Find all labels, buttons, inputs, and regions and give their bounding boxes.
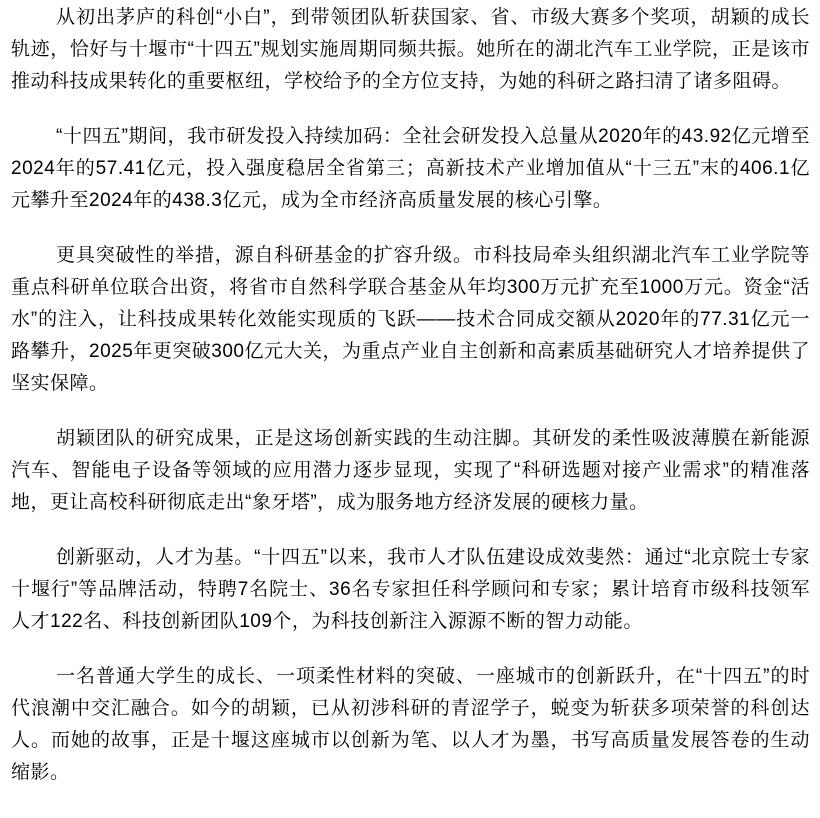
paragraph-talent-building: 创新驱动，人才为基。“十四五”以来，我市人才队伍建设成效斐然：通过“北京院士专家十堰行”等品牌活动，特聘7名院士、36名专家担任科学顾问和专家；累计培育市级科技领军人才122名、科技创新团队109个，为科技创新注入源源不断的智力动能。 — [11, 547, 810, 632]
paragraph-rd-investment: “十四五”期间，我市研发投入持续加码：全社会研发投入总量从2020年的43.92亿元增至2024年的57.41亿元，投入强度稳居全省第三；高新技术产业增加值从“十三五”末的406.1亿元攀升至2024年的438.3亿元，成为全市经济高质量发展的核心引擎。 — [11, 126, 810, 211]
paragraph-fund-expansion: 更具突破性的举措，源自科研基金的扩容升级。市科技局牵头组织湖北汽车工业学院等重点科研单位联合出资，将省市自然科学联合基金从年均300万元扩充至1000万元。资金“活水”的注入，让科技成果转化效能实现质的飞跃——技术合同成交额从2020年的77.31亿元一路攀升，2025年更突破300亿元大关，为重点产业自主创新和高素质基础研究人才培养提供了坚实保障。 — [11, 245, 810, 394]
paragraph-team-results: 胡颖团队的研究成果，正是这场创新实践的生动注脚。其研发的柔性吸波薄膜在新能源汽车、智能电子设备等领域的应用潜力逐步显现，实现了“科研选题对接产业需求”的精准落地，更让高校科研彻底走出“象牙塔”，成为服务地方经济发展的硬核力量。 — [11, 428, 810, 513]
paragraph-intro-growth: 从初出茅庐的科创“小白”，到带领团队斩获国家、省、市级大赛多个奖项，胡颖的成长轨迹，恰好与十堰市“十四五”规划实施周期同频共振。她所在的湖北汽车工业学院，正是该市推动科技成果转化的重要枢纽，学校给予的全方位支持，为她的科研之路扫清了诸多阻碍。 — [11, 7, 810, 92]
paragraph-conclusion: 一名普通大学生的成长、一项柔性材料的突破、一座城市的创新跃升，在“十四五”的时代浪潮中交汇融合。如今的胡颖，已从初涉科研的青涩学子，蜕变为斩获多项荣誉的科创达人。而她的故事，正是十堰这座城市以创新为笔、以人才为墨，书写高质量发展答卷的生动缩影。 — [11, 666, 810, 783]
